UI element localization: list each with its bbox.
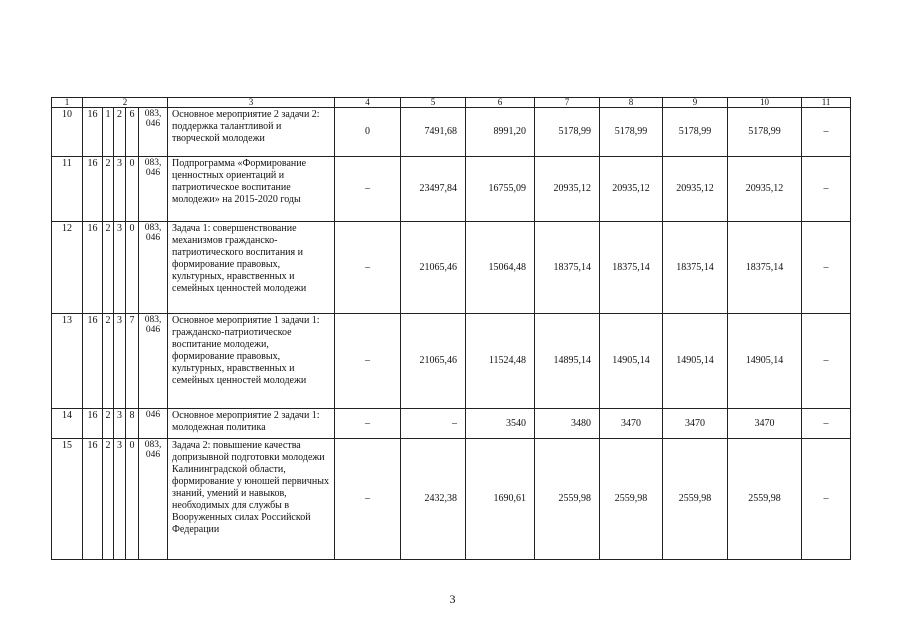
row-number-cell: 10 (52, 108, 83, 157)
code-line: 046 (145, 119, 161, 129)
codes-cell (139, 439, 168, 560)
code-cell: 16 (83, 409, 103, 439)
table-row (52, 108, 851, 157)
table-row (52, 314, 851, 409)
name-cell: Основное мероприятие 1 задачи 1: гражданско-патриотическое воспитание молодежи, формирование правовых, культурных, нравственных и семейных ценностей молодежи (168, 314, 335, 409)
value-cell: 15064,48 (466, 222, 535, 314)
value-cell: 2559,98 (535, 439, 600, 560)
value-cell: 5178,99 (728, 108, 802, 157)
code-cell: 3 (114, 314, 126, 409)
header-cell: 10 (728, 98, 802, 108)
header-cell: 7 (535, 98, 600, 108)
codes-cell (139, 108, 168, 157)
code-cell: 0 (126, 439, 139, 560)
name-cell: Задача 1: совершенствование механизмов гражданско-патриотического воспитания и формирование правовых, культурных, нравственных и семейных ценностей молодежи (168, 222, 335, 314)
value-cell: – (802, 439, 851, 560)
header-row (52, 98, 851, 108)
value-cell: – (802, 108, 851, 157)
name-cell: Задача 2: повышение качества допризывной подготовки молодежи Калининградской области, формирование у юношей первичных знаний, умений и навыков, необходимых для службы в Вооруженных силах Российской Федерации (168, 439, 335, 560)
value-cell: 16755,09 (466, 157, 535, 222)
row-number-cell: 11 (52, 157, 83, 222)
value-cell: – (401, 409, 466, 439)
value-cell: – (335, 157, 401, 222)
value-cell: 5178,99 (600, 108, 663, 157)
code-line: 046 (145, 168, 161, 178)
header-cell: 5 (401, 98, 466, 108)
code-cell: 6 (126, 108, 139, 157)
header-cell: 4 (335, 98, 401, 108)
code-line: 083, (144, 440, 162, 450)
value-cell: – (802, 314, 851, 409)
value-cell: 20935,12 (663, 157, 728, 222)
code-cell: 2 (103, 314, 114, 409)
value-cell: 18375,14 (600, 222, 663, 314)
codes-cell (139, 409, 168, 439)
value-cell: 3470 (600, 409, 663, 439)
header-cell: 2 (83, 98, 168, 108)
row-number-cell: 13 (52, 314, 83, 409)
code-cell: 2 (114, 108, 126, 157)
table-row (52, 409, 851, 439)
value-cell: 7491,68 (401, 108, 466, 157)
value-cell: 3470 (663, 409, 728, 439)
code-cell: 2 (103, 439, 114, 560)
code-line: 083, (144, 109, 162, 119)
value-cell: 20935,12 (535, 157, 600, 222)
value-cell: – (335, 222, 401, 314)
code-line: 046 (145, 325, 161, 335)
row-number-cell: 15 (52, 439, 83, 560)
codes-cell (139, 222, 168, 314)
code-cell: 16 (83, 157, 103, 222)
value-cell: 14905,14 (600, 314, 663, 409)
value-cell: 3480 (535, 409, 600, 439)
table-row (52, 157, 851, 222)
value-cell: 11524,48 (466, 314, 535, 409)
value-cell: 20935,12 (728, 157, 802, 222)
code-cell: 7 (126, 314, 139, 409)
code-cell: 2 (103, 222, 114, 314)
code-cell: 2 (103, 157, 114, 222)
code-cell: 2 (103, 409, 114, 439)
value-cell: 3540 (466, 409, 535, 439)
code-line: 083, (144, 223, 162, 233)
value-cell: – (335, 409, 401, 439)
value-cell: 5178,99 (663, 108, 728, 157)
value-cell: 21065,46 (401, 314, 466, 409)
value-cell: – (802, 409, 851, 439)
code-cell: 3 (114, 409, 126, 439)
value-cell: 2432,38 (401, 439, 466, 560)
name-cell: Основное мероприятие 2 задачи 2: поддержка талантливой и творческой молодежи (168, 108, 335, 157)
value-cell: – (802, 222, 851, 314)
name-cell: Основное мероприятие 2 задачи 1: молодежная политика (168, 409, 335, 439)
code-cell: 3 (114, 222, 126, 314)
code-cell: 16 (83, 222, 103, 314)
value-cell: 18375,14 (728, 222, 802, 314)
value-cell: 14905,14 (728, 314, 802, 409)
value-cell: 18375,14 (663, 222, 728, 314)
code-cell: 8 (126, 409, 139, 439)
codes-cell (139, 314, 168, 409)
code-cell: 3 (114, 439, 126, 560)
code-line: 046 (145, 233, 161, 243)
codes-cell (139, 157, 168, 222)
value-cell: 2559,98 (663, 439, 728, 560)
table-row (52, 222, 851, 314)
code-cell: 16 (83, 439, 103, 560)
code-cell: 3 (114, 157, 126, 222)
header-cell: 6 (466, 98, 535, 108)
code-cell: 0 (126, 222, 139, 314)
code-cell: 16 (83, 314, 103, 409)
value-cell: 14895,14 (535, 314, 600, 409)
code-cell: 16 (83, 108, 103, 157)
value-cell: – (335, 439, 401, 560)
value-cell: 2559,98 (600, 439, 663, 560)
name-cell: Подпрограмма «Формирование ценностных ориентаций и патриотическое воспитание молодежи» на 2015-2020 годы (168, 157, 335, 222)
header-cell: 11 (802, 98, 851, 108)
value-cell: 23497,84 (401, 157, 466, 222)
value-cell: 5178,99 (535, 108, 600, 157)
value-cell: 2559,98 (728, 439, 802, 560)
row-number-cell: 12 (52, 222, 83, 314)
budget-table (51, 97, 851, 560)
header-cell: 3 (168, 98, 335, 108)
value-cell: 21065,46 (401, 222, 466, 314)
value-cell: – (802, 157, 851, 222)
value-cell: 0 (335, 108, 401, 157)
value-cell: 14905,14 (663, 314, 728, 409)
table-body (52, 98, 851, 560)
code-cell: 0 (126, 157, 139, 222)
header-cell: 1 (52, 98, 83, 108)
code-line: 046 (145, 410, 161, 420)
value-cell: – (335, 314, 401, 409)
page-number: 3 (449, 592, 456, 606)
header-cell: 9 (663, 98, 728, 108)
code-cell: 1 (103, 108, 114, 157)
value-cell: 8991,20 (466, 108, 535, 157)
value-cell: 3470 (728, 409, 802, 439)
code-line: 083, (144, 315, 162, 325)
value-cell: 20935,12 (600, 157, 663, 222)
table-row (52, 439, 851, 560)
row-number-cell: 14 (52, 409, 83, 439)
value-cell: 1690,61 (466, 439, 535, 560)
code-line: 046 (145, 450, 161, 460)
header-cell: 8 (600, 98, 663, 108)
code-line: 083, (144, 158, 162, 168)
value-cell: 18375,14 (535, 222, 600, 314)
